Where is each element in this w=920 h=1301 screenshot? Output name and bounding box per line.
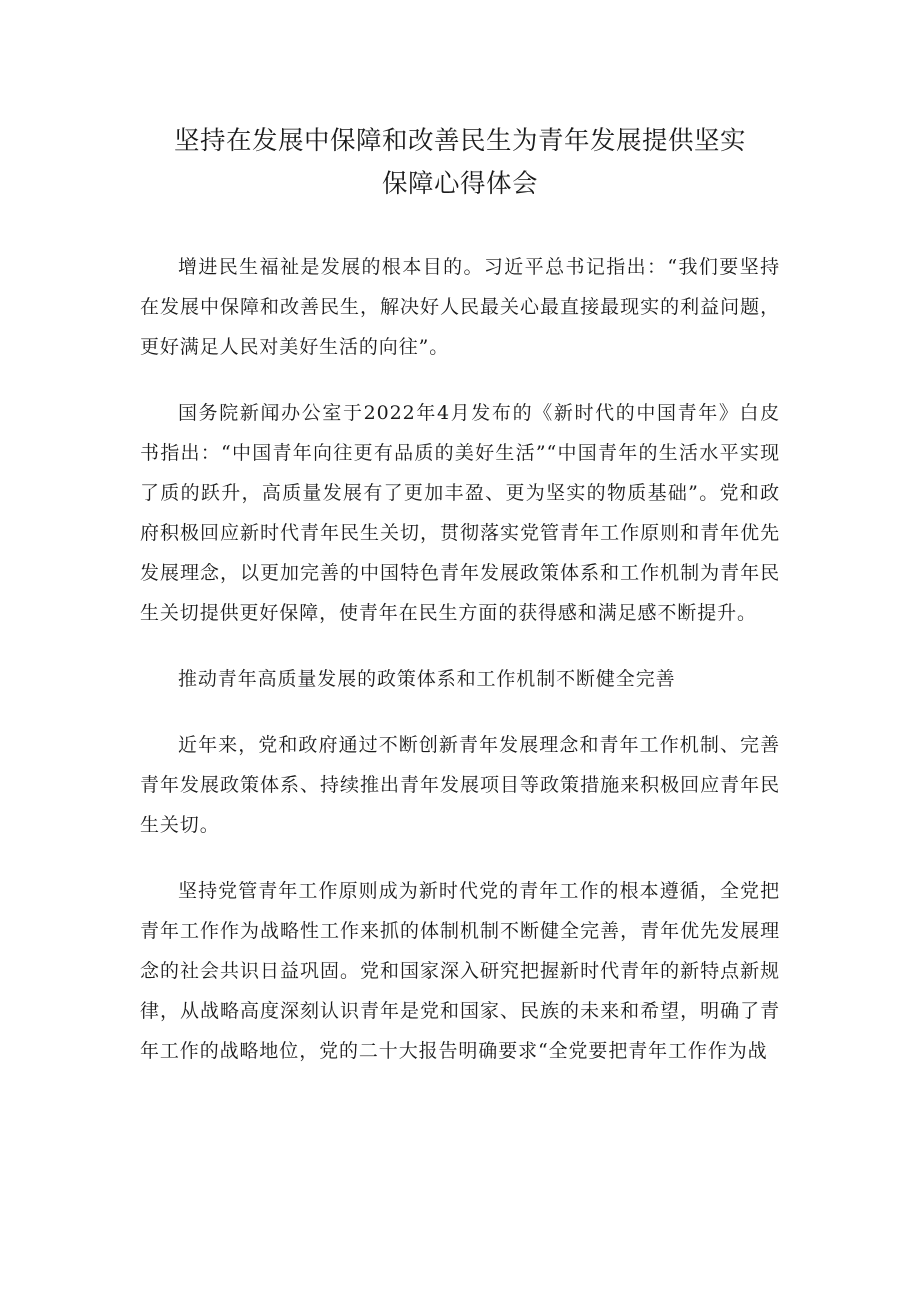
- document-page: [140, 120, 780, 1071]
- paragraph-white-paper: 国务院新闻办公室于2022年4月发布的《新时代的中国青年》白皮书指出：“中国青年向往更有品质的美好生活”“中国青年的生活水平实现了质的跃升，高质量发展有了更加丰盈、更为坚实的物质基础”。党和政府积极回应新时代青年民生关切，贯彻落实党管青年工作原则和青年优先发展理念，以更加完善的中国特色青年发展政策体系和工作机制为青年民生关切提供更好保障，使青年在民生方面的获得感和满足感不断提升。: [140, 402, 780, 624]
- section-heading: 推动青年高质量发展的政策体系和工作机制不断健全完善: [178, 668, 676, 690]
- document-title-line-1: 坚持在发展中保障和改善民生为青年发展提供坚实: [173, 126, 746, 156]
- document-title-line-2: 保障心得体会: [381, 169, 538, 199]
- document-title: [140, 120, 780, 206]
- paragraph-intro: 增进民生福祉是发展的根本目的。习近平总书记指出：“我们要坚持在发展中保障和改善民生，解决好人民最关心最直接最现实的利益问题，更好满足人民对美好生活的向往”。: [140, 256, 780, 358]
- paragraph-party-youth-work: 坚持党管青年工作原则成为新时代党的青年工作的根本遵循，全党把青年工作作为战略性工作来抓的体制机制不断健全完善，青年优先发展理念的社会共识日益巩固。党和国家深入研究把握新时代青年的新特点新规律，从战略高度深刻认识青年是党和国家、民族的未来和希望，明确了青年工作的战略地位，党的二十大报告明确要求“全党要把青年工作作为战: [140, 880, 780, 1062]
- paragraph-recent-years: 近年来，党和政府通过不断创新青年发展理念和青年工作机制、完善青年发展政策体系、持续推出青年发展项目等政策措施来积极回应青年民生关切。: [140, 734, 780, 836]
